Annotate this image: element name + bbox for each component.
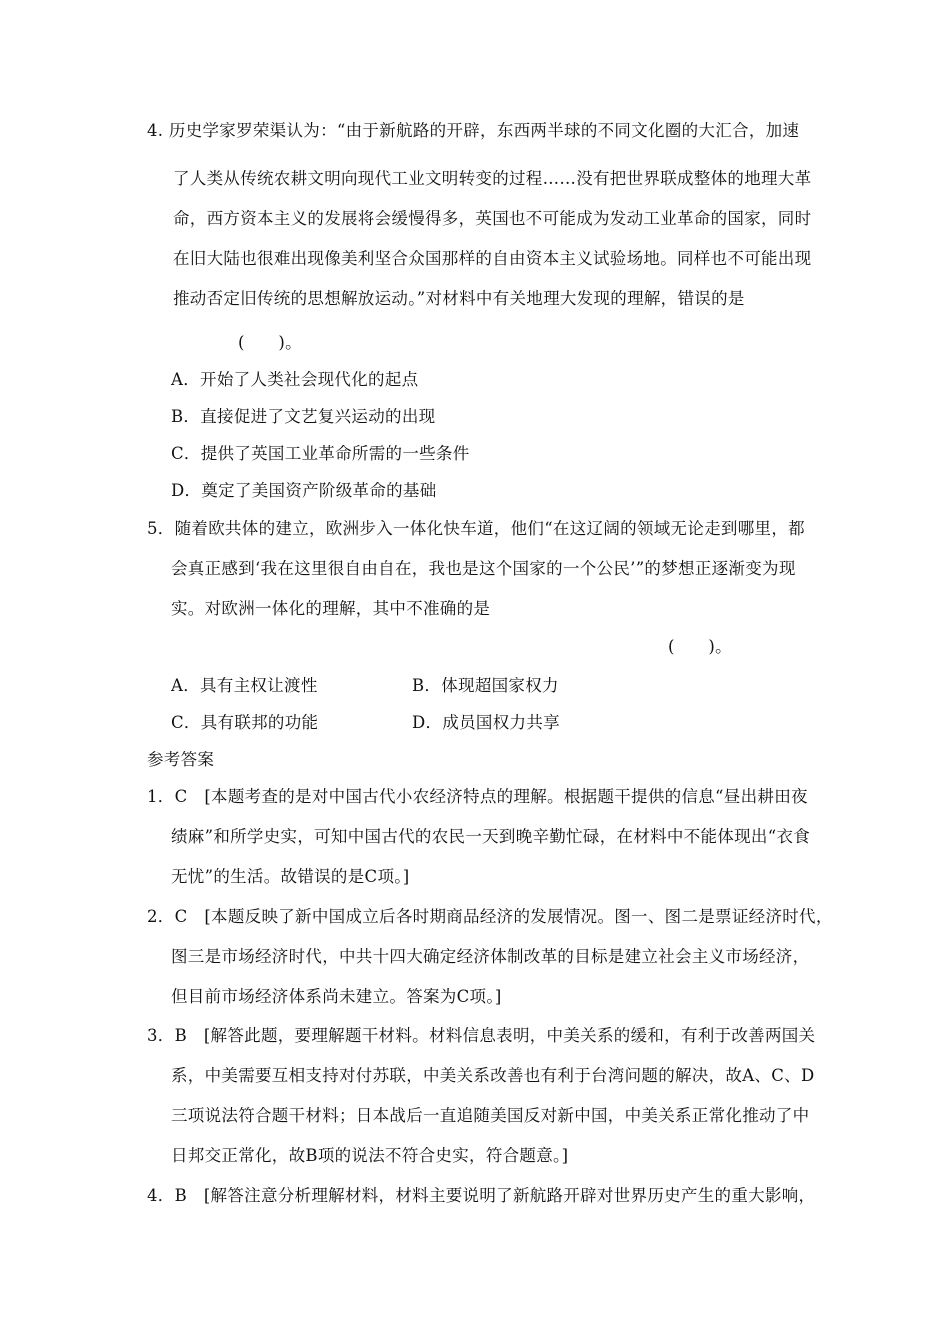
q5-option-a: A．具有主权让渡性 — [171, 676, 318, 695]
answer-3-line-1: 3．B [解答此题，要理解题干材料。材料信息表明，中美关系的缓和，有利于改善两国关 — [147, 1026, 816, 1045]
q5-option-b: B．体现超国家权力 — [412, 676, 559, 695]
q4-line-3: 命，西方资本主义的发展将会缓慢得多，英国也不可能成为发动工业革命的国家，同时 — [173, 209, 812, 228]
answer-3-line-4: 日邦交正常化，故B项的说法不符合史实，符合题意。] — [171, 1146, 569, 1165]
q4-option-a: A．开始了人类社会现代化的起点 — [171, 370, 419, 389]
q4-option-d: D．奠定了美国资产阶级革命的基础 — [171, 481, 437, 500]
q5-line-2: 会真正感到‘我在这里很自由自在，我也是这个国家的一个公民’”的梦想正逐渐变为现 — [171, 559, 796, 578]
q4-option-c: C．提供了英国工业革命所需的一些条件 — [171, 444, 470, 463]
q5-line-1: 5．随着欧共体的建立，欧洲步入一体化快车道，他们“在这辽阔的领域无论走到哪里，都 — [147, 519, 805, 538]
q4-line-2: 了人类从传统农耕文明向现代工业文明转变的过程……没有把世界联成整体的地理大革 — [173, 169, 812, 188]
answer-1-line-2: 绩麻”和所学史实，可知中国古代的农民一天到晚辛勤忙碌，在材料中不能体现出“衣食 — [171, 827, 811, 846]
q4-line-1: 4. 历史学家罗荣渠认为：“由于新航路的开辟，东西两半球的不同文化圈的大汇合，加速 — [147, 121, 800, 140]
q5-answer-blank: ( )。 — [668, 637, 732, 656]
answer-4-line-1: 4．B [解答注意分析理解材料，材料主要说明了新航路开辟对世界历史产生的重大影响， — [147, 1186, 816, 1205]
q5-option-c: C．具有联邦的功能 — [171, 713, 319, 732]
answer-2-line-2: 图三是市场经济时代，中共十四大确定经济体制改革的目标是建立社会主义市场经济， — [171, 947, 810, 966]
q5-line-3: 实。对欧洲一体化的理解，其中不准确的是 — [171, 599, 491, 618]
q4-line-4: 在旧大陆也很难出现像美利坚合众国那样的自由资本主义试验场地。同样也不可能出现 — [173, 249, 812, 268]
q4-option-b: B．直接促进了文艺复兴运动的出现 — [171, 407, 436, 426]
answer-1-line-1: 1．C [本题考查的是对中国古代小农经济特点的理解。根据题干提供的信息“昼出耕田夜 — [147, 787, 808, 806]
answers-heading: 参考答案 — [147, 750, 215, 769]
answer-1-line-3: 无忧”的生活。故错误的是C项。] — [171, 867, 410, 886]
q4-answer-blank: ( )。 — [238, 333, 302, 352]
answer-2-line-1: 2．C [本题反映了新中国成立后各时期商品经济的发展情况。图一、图二是票证经济时代， — [147, 907, 833, 926]
answer-3-line-3: 三项说法符合题干材料；日本战后一直追随美国反对新中国，中美关系正常化推动了中 — [171, 1106, 810, 1125]
answer-3-line-2: 系，中美需要互相支持对付苏联，中美关系改善也有利于台湾问题的解决，故A、C、D — [171, 1066, 815, 1085]
q5-option-d: D．成员国权力共享 — [412, 713, 560, 732]
q4-line-5: 推动否定旧传统的思想解放运动。”对材料中有关地理大发现的理解，错误的是 — [173, 289, 745, 308]
answer-2-line-3: 但目前市场经济体系尚未建立。答案为C项。] — [171, 987, 502, 1006]
